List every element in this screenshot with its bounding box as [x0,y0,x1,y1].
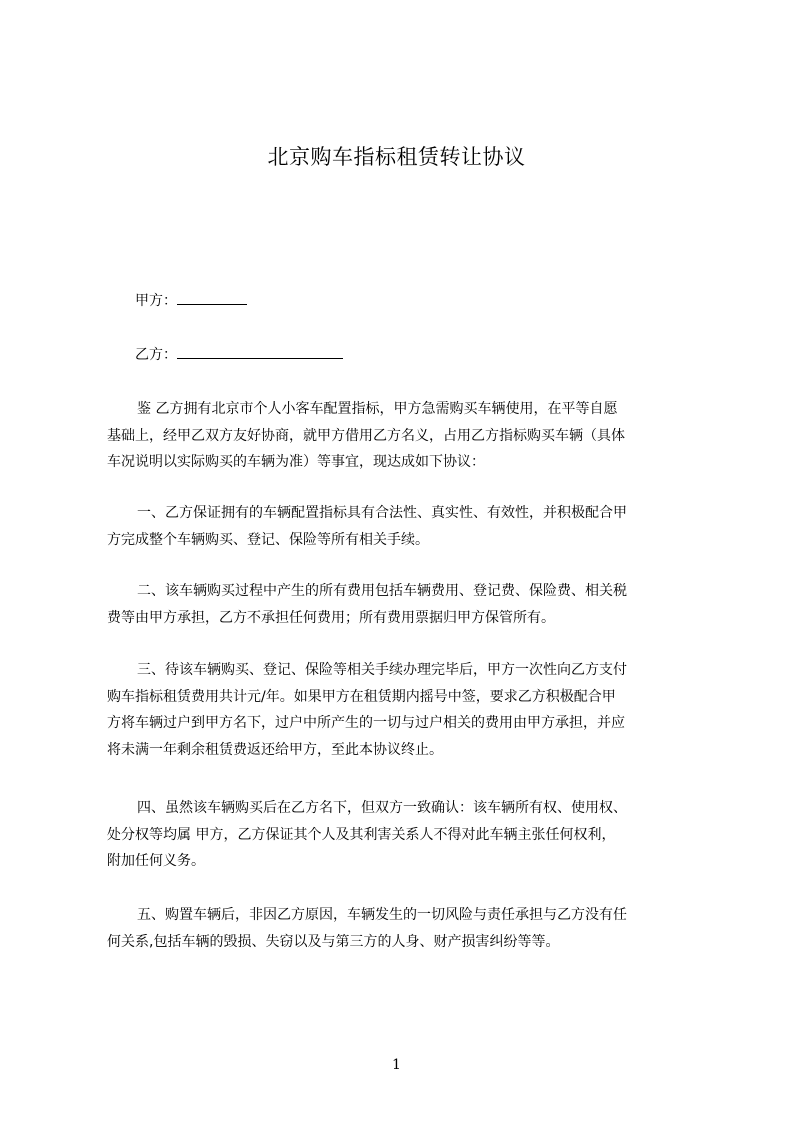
paragraph-line: 五、购置车辆后，非因乙方原因，车辆发生的一切风险与责任承担与乙方没有任 [137,907,627,923]
paragraph-line: 何关系,包括车辆的毁损、失窃以及与第三方的人身、财产损害纠纷等等。 [107,933,560,950]
paragraph-line: 二、该车辆购买过程中产生的所有费用包括车辆费用、登记费、保险费、相关税 [137,583,627,599]
page-number: 1 [392,1057,401,1073]
clause-3 [107,657,709,763]
paragraph-line: 购车指标租赁费用共计元/年。如果甲方在租赁期内摇号中签，要求乙方积极配合甲 [107,688,616,705]
paragraph-line: 处分权等均属 甲方，乙方保证其个人及其利害关系人不得对此车辆主张任何权利， [107,826,616,843]
clause-5 [107,902,709,955]
paragraph-line: 车况说明以实际购买的车辆为准）等事宜，现达成如下协议： [107,454,485,470]
party-a-label: 甲方： [135,293,177,309]
paragraph-line: 方完成整个车辆购买、登记、保险等所有相关手续。 [107,531,429,548]
paragraph-line: 方将车辆过户到甲方名下，过户中所产生的一切与过户相关的费用由甲方承担，并应 [107,715,625,731]
paragraph-line: 三、待该车辆购买、登记、保险等相关手续办理完毕后，甲方一次性向乙方支付 [137,662,627,678]
paragraph-line: 附加任何义务。 [107,853,205,869]
paragraph-line: 将未满一年剩余租赁费返还给甲方，至此本协议终止。 [107,741,443,758]
clause-4 [107,795,709,875]
party-b-label: 乙方： [135,347,177,363]
party-b-line [135,344,343,365]
party-b-blank [177,344,343,359]
clause-1 [107,500,709,553]
paragraph-preamble [107,396,709,476]
party-a-line [135,290,247,311]
paragraph-line: 一、乙方保证拥有的车辆配置指标具有合法性、真实性、有效性，并积极配合甲 [137,505,627,521]
paragraph-line: 基础上，经甲乙双方友好协商，就甲方借用乙方名义，占用乙方指标购买车辆（具体 [107,427,625,444]
paragraph-line: 鉴 乙方拥有北京市个人小客车配置指标，甲方急需购买车辆使用，在平等自愿 [137,401,618,417]
clause-2 [107,578,709,631]
paragraph-line: 四、虽然该车辆购买后在乙方名下，但双方一致确认：该车辆所有权、使用权、 [137,800,627,816]
party-a-blank [177,290,247,305]
document-title: 北京购车指标租赁转让协议 [267,145,526,169]
paragraph-line: 费等由甲方承担，乙方不承担任何费用；所有费用票据归甲方保管所有。 [107,609,555,626]
